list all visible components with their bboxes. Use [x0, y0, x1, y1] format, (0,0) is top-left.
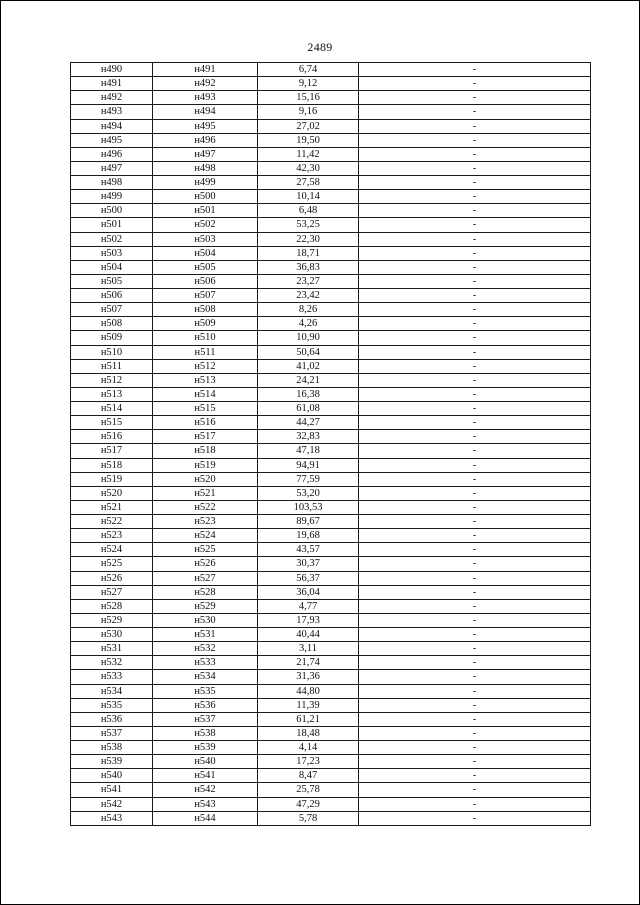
from-point-cell: н534 — [71, 684, 153, 698]
to-point-cell: н493 — [153, 91, 258, 105]
remark-cell: - — [359, 402, 591, 416]
remark-cell: - — [359, 260, 591, 274]
distance-cell: 19,50 — [258, 133, 359, 147]
remark-cell: - — [359, 232, 591, 246]
distance-cell: 23,27 — [258, 274, 359, 288]
to-point-cell: н527 — [153, 571, 258, 585]
distance-cell: 11,42 — [258, 147, 359, 161]
remark-cell: - — [359, 359, 591, 373]
from-point-cell: н533 — [71, 670, 153, 684]
to-point-cell: н515 — [153, 402, 258, 416]
remark-cell: - — [359, 613, 591, 627]
distance-cell: 103,53 — [258, 500, 359, 514]
table-row — [71, 543, 591, 557]
coordinates-table — [70, 62, 591, 826]
to-point-cell: н503 — [153, 232, 258, 246]
to-point-cell: н535 — [153, 684, 258, 698]
to-point-cell: н521 — [153, 486, 258, 500]
distance-cell: 4,26 — [258, 317, 359, 331]
remark-cell: - — [359, 458, 591, 472]
table-row — [71, 317, 591, 331]
remark-cell: - — [359, 387, 591, 401]
distance-cell: 8,26 — [258, 303, 359, 317]
from-point-cell: н536 — [71, 712, 153, 726]
remark-cell: - — [359, 373, 591, 387]
distance-cell: 17,23 — [258, 755, 359, 769]
from-point-cell: н528 — [71, 599, 153, 613]
remark-cell: - — [359, 331, 591, 345]
distance-cell: 41,02 — [258, 359, 359, 373]
from-point-cell: н516 — [71, 430, 153, 444]
remark-cell: - — [359, 204, 591, 218]
distance-cell: 19,68 — [258, 529, 359, 543]
from-point-cell: н513 — [71, 387, 153, 401]
table-row — [71, 557, 591, 571]
to-point-cell: н526 — [153, 557, 258, 571]
distance-cell: 6,74 — [258, 63, 359, 77]
table-row — [71, 232, 591, 246]
to-point-cell: н532 — [153, 642, 258, 656]
distance-cell: 61,21 — [258, 712, 359, 726]
from-point-cell: н499 — [71, 190, 153, 204]
from-point-cell: н525 — [71, 557, 153, 571]
to-point-cell: н517 — [153, 430, 258, 444]
remark-cell: - — [359, 444, 591, 458]
table-row — [71, 613, 591, 627]
distance-cell: 11,39 — [258, 698, 359, 712]
table-row — [71, 769, 591, 783]
from-point-cell: н492 — [71, 91, 153, 105]
remark-cell: - — [359, 133, 591, 147]
remark-cell: - — [359, 670, 591, 684]
table-row — [71, 416, 591, 430]
table-row — [71, 91, 591, 105]
to-point-cell: н501 — [153, 204, 258, 218]
remark-cell: - — [359, 303, 591, 317]
to-point-cell: н544 — [153, 811, 258, 825]
table-row — [71, 656, 591, 670]
from-point-cell: н520 — [71, 486, 153, 500]
distance-cell: 53,20 — [258, 486, 359, 500]
from-point-cell: н537 — [71, 726, 153, 740]
distance-cell: 44,27 — [258, 416, 359, 430]
from-point-cell: н508 — [71, 317, 153, 331]
to-point-cell: н537 — [153, 712, 258, 726]
table-row — [71, 444, 591, 458]
to-point-cell: н510 — [153, 331, 258, 345]
from-point-cell: н496 — [71, 147, 153, 161]
remark-cell: - — [359, 712, 591, 726]
distance-cell: 21,74 — [258, 656, 359, 670]
from-point-cell: н535 — [71, 698, 153, 712]
remark-cell: - — [359, 147, 591, 161]
table-row — [71, 373, 591, 387]
remark-cell: - — [359, 416, 591, 430]
table-row — [71, 529, 591, 543]
table-row — [71, 331, 591, 345]
from-point-cell: н515 — [71, 416, 153, 430]
to-point-cell: н505 — [153, 260, 258, 274]
from-point-cell: н498 — [71, 176, 153, 190]
distance-cell: 17,93 — [258, 613, 359, 627]
to-point-cell: н498 — [153, 161, 258, 175]
table-row — [71, 105, 591, 119]
distance-cell: 36,83 — [258, 260, 359, 274]
distance-cell: 56,37 — [258, 571, 359, 585]
from-point-cell: н510 — [71, 345, 153, 359]
from-point-cell: н524 — [71, 543, 153, 557]
table-row — [71, 670, 591, 684]
to-point-cell: н533 — [153, 656, 258, 670]
table-row — [71, 359, 591, 373]
distance-cell: 10,90 — [258, 331, 359, 345]
remark-cell: - — [359, 218, 591, 232]
to-point-cell: н508 — [153, 303, 258, 317]
from-point-cell: н531 — [71, 642, 153, 656]
distance-cell: 61,08 — [258, 402, 359, 416]
table-row — [71, 274, 591, 288]
distance-cell: 16,38 — [258, 387, 359, 401]
to-point-cell: н519 — [153, 458, 258, 472]
distance-cell: 43,57 — [258, 543, 359, 557]
to-point-cell: н524 — [153, 529, 258, 543]
from-point-cell: н543 — [71, 811, 153, 825]
distance-cell: 3,11 — [258, 642, 359, 656]
remark-cell: - — [359, 345, 591, 359]
to-point-cell: н522 — [153, 500, 258, 514]
table-row — [71, 755, 591, 769]
to-point-cell: н492 — [153, 77, 258, 91]
remark-cell: - — [359, 656, 591, 670]
to-point-cell: н540 — [153, 755, 258, 769]
remark-cell: - — [359, 811, 591, 825]
from-point-cell: н527 — [71, 585, 153, 599]
to-point-cell: н491 — [153, 63, 258, 77]
remark-cell: - — [359, 246, 591, 260]
to-point-cell: н529 — [153, 599, 258, 613]
remark-cell: - — [359, 571, 591, 585]
distance-cell: 44,80 — [258, 684, 359, 698]
from-point-cell: н502 — [71, 232, 153, 246]
table-row — [71, 289, 591, 303]
table-row — [71, 119, 591, 133]
remark-cell: - — [359, 317, 591, 331]
table-row — [71, 176, 591, 190]
from-point-cell: н532 — [71, 656, 153, 670]
from-point-cell: н491 — [71, 77, 153, 91]
to-point-cell: н525 — [153, 543, 258, 557]
to-point-cell: н504 — [153, 246, 258, 260]
distance-cell: 25,78 — [258, 783, 359, 797]
table-row — [71, 147, 591, 161]
from-point-cell: н501 — [71, 218, 153, 232]
from-point-cell: н518 — [71, 458, 153, 472]
to-point-cell: н502 — [153, 218, 258, 232]
table-row — [71, 712, 591, 726]
from-point-cell: н517 — [71, 444, 153, 458]
table-row — [71, 811, 591, 825]
to-point-cell: н507 — [153, 289, 258, 303]
distance-cell: 53,25 — [258, 218, 359, 232]
to-point-cell: н541 — [153, 769, 258, 783]
to-point-cell: н530 — [153, 613, 258, 627]
from-point-cell: н504 — [71, 260, 153, 274]
remark-cell: - — [359, 486, 591, 500]
distance-cell: 23,42 — [258, 289, 359, 303]
table-row — [71, 402, 591, 416]
distance-cell: 30,37 — [258, 557, 359, 571]
to-point-cell: н494 — [153, 105, 258, 119]
from-point-cell: н523 — [71, 529, 153, 543]
from-point-cell: н511 — [71, 359, 153, 373]
table-row — [71, 458, 591, 472]
distance-cell: 9,12 — [258, 77, 359, 91]
table-row — [71, 303, 591, 317]
from-point-cell: н521 — [71, 500, 153, 514]
to-point-cell: н513 — [153, 373, 258, 387]
table-row — [71, 571, 591, 585]
from-point-cell: н530 — [71, 628, 153, 642]
table-row — [71, 246, 591, 260]
table-row — [71, 161, 591, 175]
distance-cell: 5,78 — [258, 811, 359, 825]
from-point-cell: н526 — [71, 571, 153, 585]
distance-cell: 42,30 — [258, 161, 359, 175]
table-row — [71, 486, 591, 500]
table-row — [71, 345, 591, 359]
from-point-cell: н497 — [71, 161, 153, 175]
distance-cell: 4,14 — [258, 741, 359, 755]
distance-cell: 18,48 — [258, 726, 359, 740]
from-point-cell: н503 — [71, 246, 153, 260]
distance-cell: 27,58 — [258, 176, 359, 190]
table-row — [71, 430, 591, 444]
distance-cell: 6,48 — [258, 204, 359, 218]
remark-cell: - — [359, 543, 591, 557]
from-point-cell: н506 — [71, 289, 153, 303]
remark-cell: - — [359, 585, 591, 599]
distance-cell: 40,44 — [258, 628, 359, 642]
to-point-cell: н509 — [153, 317, 258, 331]
to-point-cell: н542 — [153, 783, 258, 797]
remark-cell: - — [359, 529, 591, 543]
remark-cell: - — [359, 289, 591, 303]
from-point-cell: н519 — [71, 472, 153, 486]
distance-cell: 4,77 — [258, 599, 359, 613]
table-row — [71, 515, 591, 529]
distance-cell: 47,18 — [258, 444, 359, 458]
table-row — [71, 797, 591, 811]
remark-cell: - — [359, 77, 591, 91]
to-point-cell: н514 — [153, 387, 258, 401]
to-point-cell: н497 — [153, 147, 258, 161]
remark-cell: - — [359, 105, 591, 119]
from-point-cell: н505 — [71, 274, 153, 288]
to-point-cell: н531 — [153, 628, 258, 642]
distance-cell: 32,83 — [258, 430, 359, 444]
from-point-cell: н514 — [71, 402, 153, 416]
table-row — [71, 204, 591, 218]
distance-cell: 77,59 — [258, 472, 359, 486]
remark-cell: - — [359, 628, 591, 642]
remark-cell: - — [359, 557, 591, 571]
page-number: 2489 — [307, 40, 333, 54]
table-row — [71, 698, 591, 712]
remark-cell: - — [359, 472, 591, 486]
distance-cell: 18,71 — [258, 246, 359, 260]
to-point-cell: н520 — [153, 472, 258, 486]
table-row — [71, 585, 591, 599]
table-row — [71, 63, 591, 77]
table-row — [71, 684, 591, 698]
table-row — [71, 599, 591, 613]
table-row — [71, 741, 591, 755]
to-point-cell: н506 — [153, 274, 258, 288]
remark-cell: - — [359, 91, 591, 105]
from-point-cell: н542 — [71, 797, 153, 811]
distance-cell: 50,64 — [258, 345, 359, 359]
from-point-cell: н507 — [71, 303, 153, 317]
to-point-cell: н523 — [153, 515, 258, 529]
remark-cell: - — [359, 176, 591, 190]
remark-cell: - — [359, 190, 591, 204]
to-point-cell: н518 — [153, 444, 258, 458]
to-point-cell: н511 — [153, 345, 258, 359]
remark-cell: - — [359, 783, 591, 797]
remark-cell: - — [359, 769, 591, 783]
distance-cell: 94,91 — [258, 458, 359, 472]
remark-cell: - — [359, 698, 591, 712]
from-point-cell: н490 — [71, 63, 153, 77]
to-point-cell: н495 — [153, 119, 258, 133]
remark-cell: - — [359, 726, 591, 740]
from-point-cell: н539 — [71, 755, 153, 769]
distance-cell: 24,21 — [258, 373, 359, 387]
distance-cell: 89,67 — [258, 515, 359, 529]
from-point-cell: н529 — [71, 613, 153, 627]
table-row — [71, 77, 591, 91]
to-point-cell: н536 — [153, 698, 258, 712]
remark-cell: - — [359, 119, 591, 133]
distance-cell: 8,47 — [258, 769, 359, 783]
distance-cell: 31,36 — [258, 670, 359, 684]
remark-cell: - — [359, 430, 591, 444]
table-row — [71, 628, 591, 642]
remark-cell: - — [359, 63, 591, 77]
from-point-cell: н500 — [71, 204, 153, 218]
remark-cell: - — [359, 599, 591, 613]
table-row — [71, 472, 591, 486]
table-row — [71, 642, 591, 656]
table-row — [71, 783, 591, 797]
table-row — [71, 387, 591, 401]
table-row — [71, 218, 591, 232]
distance-cell: 36,04 — [258, 585, 359, 599]
remark-cell: - — [359, 500, 591, 514]
to-point-cell: н528 — [153, 585, 258, 599]
remark-cell: - — [359, 642, 591, 656]
to-point-cell: н543 — [153, 797, 258, 811]
table-row — [71, 133, 591, 147]
distance-cell: 15,16 — [258, 91, 359, 105]
remark-cell: - — [359, 797, 591, 811]
from-point-cell: н493 — [71, 105, 153, 119]
remark-cell: - — [359, 515, 591, 529]
to-point-cell: н496 — [153, 133, 258, 147]
distance-cell: 47,29 — [258, 797, 359, 811]
remark-cell: - — [359, 741, 591, 755]
distance-cell: 27,02 — [258, 119, 359, 133]
table-body — [71, 63, 591, 826]
from-point-cell: н538 — [71, 741, 153, 755]
to-point-cell: н500 — [153, 190, 258, 204]
from-point-cell: н541 — [71, 783, 153, 797]
table-row — [71, 726, 591, 740]
to-point-cell: н534 — [153, 670, 258, 684]
table-row — [71, 260, 591, 274]
remark-cell: - — [359, 755, 591, 769]
remark-cell: - — [359, 274, 591, 288]
table-row — [71, 190, 591, 204]
from-point-cell: н522 — [71, 515, 153, 529]
remark-cell: - — [359, 161, 591, 175]
to-point-cell: н516 — [153, 416, 258, 430]
distance-cell: 10,14 — [258, 190, 359, 204]
to-point-cell: н539 — [153, 741, 258, 755]
from-point-cell: н512 — [71, 373, 153, 387]
distance-cell: 9,16 — [258, 105, 359, 119]
to-point-cell: н512 — [153, 359, 258, 373]
from-point-cell: н494 — [71, 119, 153, 133]
from-point-cell: н540 — [71, 769, 153, 783]
table-row — [71, 500, 591, 514]
distance-cell: 22,30 — [258, 232, 359, 246]
remark-cell: - — [359, 684, 591, 698]
to-point-cell: н538 — [153, 726, 258, 740]
to-point-cell: н499 — [153, 176, 258, 190]
from-point-cell: н509 — [71, 331, 153, 345]
from-point-cell: н495 — [71, 133, 153, 147]
